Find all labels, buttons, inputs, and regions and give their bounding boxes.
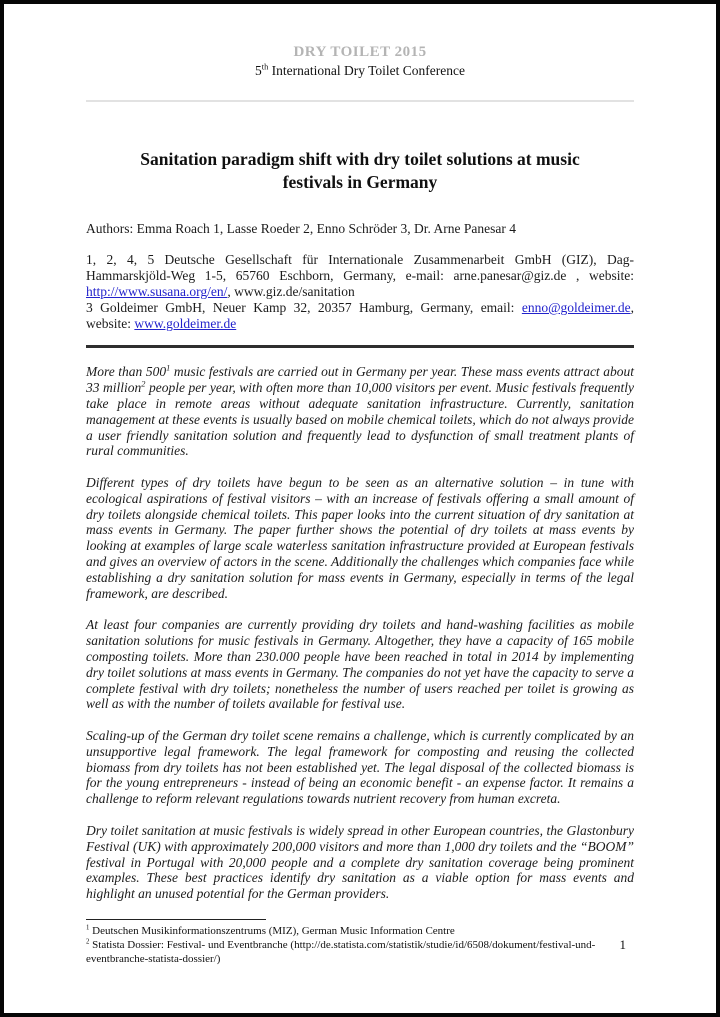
footnote-2-marker: 2 xyxy=(86,938,90,946)
affiliation-goldeimer-text: 3 Goldeimer GmbH, Neuer Kamp 32, 20357 Hamburg, Germany, email: xyxy=(86,300,522,316)
subtitle-number: 5 xyxy=(255,63,262,78)
footnote-2 xyxy=(86,938,634,966)
affiliation-giz-text-after: , www.giz.de/sanitation xyxy=(227,283,355,299)
goldeimer-email-link[interactable]: enno@goldeimer.de xyxy=(521,300,631,316)
abstract-section xyxy=(86,364,634,901)
abstract-paragraph-3: At least four companies are currently providing dry toilets and hand-washing facilities as mobile sanitation solutions for music festivals in Germany. Altogether, they have a capacity of 165 mobile composting toilets. More than 230.000 people have been reached in total in 2014 by implementing dry toilet solutions at mass events in Germany. The companies do not yet have the capacity to serve a complete festival with dry toilets; nonetheless the number of users reached per toilet is growing as well as with the number of toilets available for festival use. xyxy=(86,617,634,712)
footnote-2-text: Statista Dossier: Festival- und Eventbranche (http://de.statista.com/statistik/studie/id/6508/dokument/festival-und-eventbranche-statista-dossier/) xyxy=(86,938,596,966)
affiliation-goldeimer xyxy=(86,300,634,332)
abstract-p1-text-2: music festivals are carried out in Germany per year. These mass events attract about 33 million xyxy=(86,364,634,396)
header-divider xyxy=(86,100,634,102)
abstract-p1-text-3: people per year, with often more than 10,000 visitors per event. Music festivals frequently take place in remote areas without adequate sanitation infrastructure. Currently, sanitation management at these events is usually based on mobile chemical toilets, which do not always provide a user friendly sanitation solution and frequently lead to dysfunction of small treatment plants of rural communities. xyxy=(86,380,634,459)
conference-subtitle xyxy=(86,63,634,79)
susana-website-link[interactable]: http://www.susana.org/en/ xyxy=(86,283,228,299)
footnote-1-marker: 1 xyxy=(86,924,90,932)
subtitle-text: International Dry Toilet Conference xyxy=(268,63,465,78)
paper-title: Sanitation paradigm shift with dry toilet solutions at music festivals in Germany xyxy=(140,149,580,192)
goldeimer-website-link[interactable]: www.goldeimer.de xyxy=(134,316,237,332)
subtitle-ordinal-suffix: th xyxy=(261,62,269,72)
abstract-p1-text: More than 500 xyxy=(86,364,167,380)
conference-title: DRY TOILET 2015 xyxy=(293,44,427,60)
footnote-1-text: Deutschen Musikinformationszentrums (MIZ), German Music Information Centre xyxy=(89,924,455,937)
footnote-divider xyxy=(86,919,266,920)
abstract-paragraph-5: Dry toilet sanitation at music festivals is widely spread in other European countries, the Glastonbury Festival (UK) with approximately 200,000 visitors and more than 1,000 dry toilets and the “BOOM” festival in Portugal with 20,000 people and a complete dry sanitation coverage being prominent examples. These best practices identify dry sanitation as a viable option for mass events and highlight an unused potential for the German providers. xyxy=(86,822,634,902)
abstract-paragraph-2: Different types of dry toilets have begun to be seen as an alternative solution – in tune with ecological aspirations of festival visitors – with an increase of festivals offering a small amount of dry toilets alongside chemical toilets. This paper looks into the current situation of dry sanitation at mass events in Germany. The paper further shows the potential of dry toilets at mass events by looking at examples of large scale waterless sanitation infrastructure provided at European festivals and gives an overview of actors in the scene. Additionally the challenges which companies face while establishing a dry sanitation solution for mass events in Germany, especially in terms of the legal framework, are described. xyxy=(86,475,634,601)
affiliation-giz xyxy=(86,252,634,301)
page-number: 1 xyxy=(619,937,626,952)
abstract-paragraph-1 xyxy=(86,364,634,459)
footnote-ref-2: 2 xyxy=(141,379,146,389)
affiliation-goldeimer-text-mid: , website: xyxy=(86,300,634,332)
footnote-ref-1: 1 xyxy=(166,363,171,373)
abstract-paragraph-4: Scaling-up of the German dry toilet scene remains a challenge, which is currently complicated by an unsupportive legal framework. The legal framework for composting and reusing the collected biomass from dry toilets has not been established yet. The legal disposal of the collected biomass is for the young entrepreneurs - instead of being an economic benefit - an expense factor. It remains a challenge to reform relevant regulations towards nutrient recovery from human excreta. xyxy=(86,728,634,807)
abstract-divider xyxy=(86,345,634,348)
authors-line: Authors: Emma Roach 1, Lasse Roeder 2, Enno Schröder 3, Dr. Arne Panesar 4 xyxy=(86,220,517,236)
footnotes-section xyxy=(86,919,634,966)
footnote-1 xyxy=(86,924,634,938)
affiliation-giz-text: 1, 2, 4, 5 Deutsche Gesellschaft für Internationale Zusammenarbeit GmbH (GIZ), Dag-Hammarskjöld-Weg 1-5, 65760 Eschborn, Germany, e-mail: arne.panesar@giz.de , website: xyxy=(86,251,634,283)
